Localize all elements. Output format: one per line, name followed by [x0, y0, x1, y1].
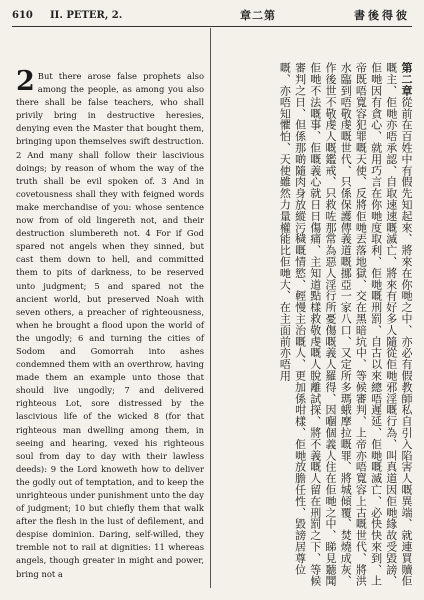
english-paragraph	[16, 66, 204, 581]
header-rule	[12, 26, 412, 27]
english-running-title: II. PETER, 2.	[50, 9, 123, 21]
page-header	[12, 6, 412, 24]
page-number: 610	[12, 9, 33, 21]
chinese-column	[216, 62, 414, 587]
chinese-book-heading: 書後得彼	[354, 9, 410, 22]
english-column	[16, 66, 204, 581]
column-divider	[210, 28, 211, 588]
chinese-chapter-label: 第二章	[400, 62, 413, 97]
chinese-chapter-heading: 章二第	[240, 9, 276, 22]
english-verse-text: But there arose false prophets also among the people, as among you also there shall be false teachers, who shall privily bring in destructive heresies, denying even the Master that bought them, bringing upon themselves swift destruction. 2 And many shall follow their lascivious doings; by reason of whom the way of the truth shall be evil spoken of. 3 And in covetousness shall they with feigned words make merchandise of you: whose sentence now from of old lingereth not, and their destruction slumbereth not. 4 For if God spared not angels when they sinned, but cast them down to hell, and committed them to pits of darkness, to be reserved unto judgment; 5 and spared not the ancient world, but preserved Noah with seven others, a preacher of righteousness, when he brought a flood upon the world of the ungodly; 6 and turning the cities of Sodom and Gomorrah into ashes condemned them with an overthrow, having made them an example unto those that should live ungodly; 7 and delivered righteous Lot, sore distressed by the lascivious life of the wicked 8 (for that righteous man dwelling among them, in seeing and hearing, vexed his righteous soul from day to day with their lawless deeds): 9 the Lord knoweth how to deliver the godly out of temptation, and to keep the unrighteous under punishment unto the day of judgment; 10 but chiefly them that walk after the flesh in the lust of defilement, and despise dominion. Daring, self-willed, they tremble not to rail at dignities: 11 whereas angels, though greater in might and power, bring not a	[16, 71, 204, 579]
chapter-drop-cap: 2	[16, 66, 35, 97]
chinese-verse-text: 從前在百姓中有假先知起來、將來在你哋之中、亦必有假教師私自引入陷害人嘅異端、就連買贖佢嘅主、佢哋亦唔承認、自取速速嘅滅亡、將來有好多人隨從佢哋邪淫嘅行為、叫真道因佢哋緣故受毀謗、佢哋因有貪心、就用巧言在你哋度取利、佢哋嘅刑罰、自古以來總唔遲延、佢哋嘅滅亡、必快快來到、上帝既唔寬容犯罪嘅天使、反將佢哋丟落地獄、交在黑暗坑中、等候審判、上帝亦唔寬容上古嘅世代、將洪水臨到唔敬虔嘅世代、只係保護傳義道嘅挪亞一家八口、又定所多瑪蛾摩拉嘅罪、將城傾覆、焚燒成灰、作後世不敬虔人嘅鑑戒、只救咗那常為惡人淫行所憂傷嘅義人羅得、因嗰個義人住在佢哋之中、睇見聽聞佢哋不法嘅事、佢嘅義心就日日傷痛、主知道點樣救敬虔嘅人脫離試探、將不義嘅人留在刑罰之下、等候審判之日、但係那啲隨肉身放縱污穢嘅情慾、輕慢主治嘅人、更加係咁樣、佢哋放膽任性、毀謗居尊位嘅、亦唔知懼怕、天使雖然力量權能比佢哋大、在主面前亦唔用	[278, 62, 413, 587]
